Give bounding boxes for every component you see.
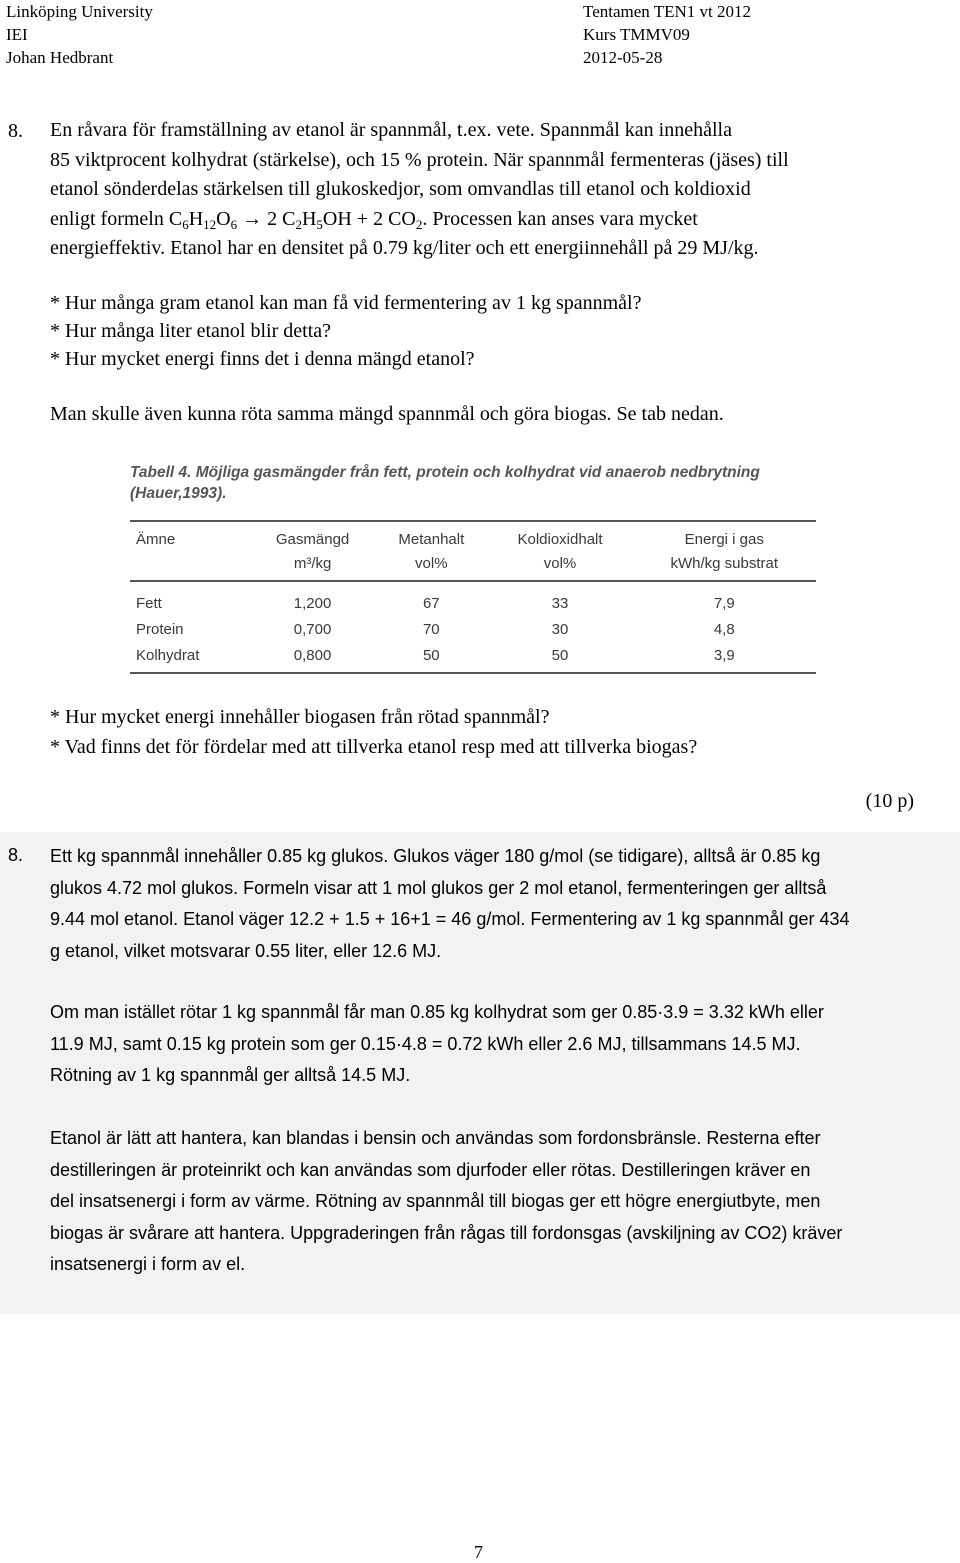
column-unit: m³/kg: [250, 552, 375, 581]
question-text: [50, 116, 940, 264]
answer-line: g etanol, vilket motsvarar 0.55 liter, eller 12.6 MJ.: [50, 940, 442, 961]
answer-number: 8.: [8, 845, 24, 865]
table-cell: 7,9: [713, 595, 735, 612]
question-number: 8.: [8, 120, 23, 142]
biogas-intro: Man skulle även kunna röta samma mängd spannmål och göra biogas. Se tab nedan.: [50, 403, 724, 425]
table-cell: 50: [375, 643, 487, 673]
gas-yield-table: [130, 520, 816, 674]
header-left: [6, 0, 153, 69]
column-unit: vol%: [375, 552, 487, 581]
table-cell: Protein: [136, 621, 184, 638]
answer-line: glukos 4.72 mol glukos. Formeln visar att 1 mol glukos ger 2 mol etanol, fermenteringen ger alltså: [50, 877, 827, 898]
table-caption: Tabell 4. Möjliga gasmängder från fett, protein och kolhydrat vid anaerob nedbrytning (Hauer,1993).: [130, 464, 760, 502]
question-bullet: * Hur många liter etanol blir detta?: [50, 320, 332, 342]
column-unit: kWh/kg substrat: [633, 552, 816, 581]
table-cell: 67: [422, 595, 440, 612]
table-row: [130, 581, 816, 617]
table-cell: 50: [487, 643, 632, 673]
answer-line: Ett kg spannmål innehåller 0.85 kg glukos. Glukos väger 180 g/mol (se tidigare), alltså är 0.85 kg: [50, 846, 821, 866]
university-name: Linköping University: [6, 2, 153, 21]
gas-yield-table-figure: [130, 462, 820, 674]
column-header: Koldioxidhalt: [487, 521, 632, 552]
column-unit: [130, 552, 250, 581]
answer-line: destilleringen är proteinrikt och kan användas som djurfoder eller rötas. Destilleringen kräver en: [50, 1159, 811, 1180]
question-line: 85 viktprocent kolhydrat (stärkelse), och 15 % protein. När spannmål fermenteras (jäses) till: [50, 148, 789, 171]
exam-title: Tentamen TEN1 vt 2012: [583, 2, 751, 21]
answer-paragraph-2: [50, 997, 950, 1092]
table-header-row: [130, 521, 816, 552]
table-cell: 3,9: [633, 643, 816, 673]
table-row: [130, 643, 816, 673]
question-bullets-2: [50, 702, 940, 762]
author: Johan Hedbrant: [6, 48, 114, 67]
question-line: energieffektiv. Etanol har en densitet på 0.79 kg/liter och ett energiinnehåll på 29 MJ/kg.: [50, 237, 759, 259]
question-line: En råvara för framställning av etanol är spannmål, t.ex. vete. Spannmål kan innehålla: [50, 119, 732, 141]
exam-date: 2012-05-28: [583, 48, 663, 67]
table-row: [130, 617, 816, 643]
column-header: Gasmängd: [250, 521, 375, 552]
question-bullets-1: [50, 289, 940, 373]
column-unit: vol%: [487, 552, 632, 581]
table-cell: 70: [422, 621, 440, 638]
table-cell: 4,8: [713, 621, 735, 638]
column-header: Metanhalt: [375, 521, 487, 552]
table-cell: Kolhydrat: [130, 643, 250, 673]
answer-line: biogas är svårare att hantera. Uppgraderingen från rågas till fordonsgas (avskiljning av CO2) kräver: [50, 1222, 843, 1243]
column-header: Energi i gas: [633, 521, 816, 552]
answer-line: insatsenergi i form av el.: [50, 1254, 246, 1274]
answer-line: Om man istället rötar 1 kg spannmål får man 0.85 kg kolhydrat som ger 0.85·3.9 = 3.32 kWh eller: [50, 1002, 824, 1022]
page-number: 7: [474, 1542, 483, 1562]
table-cell: 1,200: [293, 595, 332, 612]
question-bullet: * Hur mycket energi innehåller biogasen från rötad spannmål?: [50, 706, 550, 728]
table-cell: 30: [551, 621, 569, 638]
header-right: [583, 0, 751, 69]
question-line: etanol sönderdelas stärkelsen till glukoskedjor, som omvandlas till etanol och koldioxid: [50, 178, 751, 200]
table-unit-row: [130, 552, 816, 581]
points-label: (10 p): [865, 790, 914, 812]
table-cell: 0,700: [293, 621, 332, 638]
question-bullet: * Vad finns det för fördelar med att tillverka etanol resp med att tillverka biogas?: [50, 736, 698, 758]
question-bullet: * Hur mycket energi finns det i denna mängd etanol?: [50, 348, 475, 370]
answer-paragraph-1: [50, 841, 950, 967]
table-cell: 33: [551, 595, 569, 612]
answer-paragraph-3: [50, 1123, 950, 1281]
formula-line: enligt formeln $C_6H_{12}O_6 \to 2$ $C_2H_5OH + 2$ $CO_2$. Processen kan anses vara mycket: [50, 207, 698, 232]
table-cell: 0,800: [250, 643, 375, 673]
table-cell: Fett: [136, 595, 162, 612]
answer-line: Etanol är lätt att hantera, kan blandas i bensin och användas som fordonsbränsle. Resterna efter: [50, 1128, 821, 1148]
question-bullet: * Hur många gram etanol kan man få vid fermentering av 1 kg spannmål?: [50, 292, 642, 314]
answer-line: 9.44 mol etanol. Etanol väger 12.2 + 1.5 + 16+1 = 46 g/mol. Fermentering av 1 kg spannmål ger 434: [50, 909, 850, 929]
answer-line: 11.9 MJ, samt 0.15 kg protein som ger 0.15·4.8 = 0.72 kWh eller 2.6 MJ, tillsammans 14.5 MJ.: [50, 1033, 801, 1054]
answer-line: del insatsenergi i form av värme. Rötning av spannmål till biogas ger ett högre energiutbyte, men: [50, 1191, 821, 1211]
department: IEI: [6, 25, 28, 44]
column-header: Ämne: [130, 521, 250, 552]
course-code: Kurs TMMV09: [583, 25, 690, 44]
answer-line: Rötning av 1 kg spannmål ger alltså 14.5 MJ.: [50, 1065, 411, 1085]
